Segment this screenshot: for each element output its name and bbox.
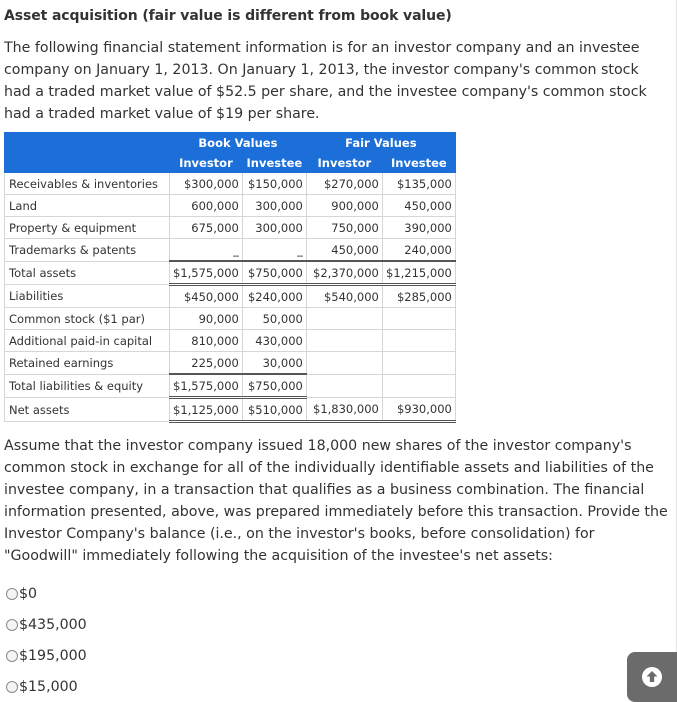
cell-value: 450,000: [382, 195, 455, 217]
cell-value: [382, 352, 455, 375]
table-row: [5, 217, 456, 239]
table-group-header-row: [5, 133, 456, 153]
header-book-investor: Investor: [170, 153, 243, 173]
table-row: [5, 398, 456, 422]
cell-value: $540,000: [306, 285, 382, 308]
scroll-to-top-button[interactable]: [627, 652, 677, 702]
row-label: Common stock ($1 par): [5, 308, 170, 330]
cell-value: $270,000: [306, 173, 382, 195]
option-label[interactable]: $15,000: [19, 678, 78, 695]
cell-value: $240,000: [242, 285, 306, 308]
table-row: [5, 330, 456, 352]
option-label[interactable]: $0: [19, 585, 38, 602]
cell-value: $1,575,000: [170, 374, 243, 398]
row-label: Net assets: [5, 398, 170, 422]
cell-value: [306, 352, 382, 375]
cell-value: 90,000: [170, 308, 243, 330]
cell-value: $1,125,000: [170, 398, 243, 422]
table-row: [5, 374, 456, 398]
cell-value: $1,215,000: [382, 261, 455, 285]
table-sub-header-row: [5, 153, 456, 173]
cell-value: $300,000: [170, 173, 243, 195]
option-label[interactable]: $435,000: [19, 616, 87, 633]
cell-value: _: [242, 239, 306, 262]
intro-paragraph: The following financial statement information is for an investor company and an investee company on January 1, 2013. On January 1, 2013, the investor company's common stock had a traded market value of $52.5 per share, and the investee company's common stock had a traded market value of $19 per share.: [4, 40, 647, 122]
cell-value: $450,000: [170, 285, 243, 308]
option-label[interactable]: $195,000: [19, 647, 87, 664]
cell-value: 430,000: [242, 330, 306, 352]
cell-value: $930,000: [382, 398, 455, 422]
cell-value: 50,000: [242, 308, 306, 330]
cell-value: _: [170, 239, 243, 262]
cell-value: 300,000: [242, 217, 306, 239]
header-fair-investor: Investor: [306, 153, 382, 173]
table-row: [5, 195, 456, 217]
row-label: Trademarks & patents: [5, 239, 170, 262]
cell-value: $285,000: [382, 285, 455, 308]
header-fair-investee: Investee: [382, 153, 455, 173]
radio-button[interactable]: [6, 650, 18, 662]
cell-value: [382, 374, 455, 398]
cell-value: 240,000: [382, 239, 455, 262]
header-fair-values: Fair Values: [306, 133, 455, 153]
cell-value: [306, 330, 382, 352]
cell-value: 675,000: [170, 217, 243, 239]
cell-value: 600,000: [170, 195, 243, 217]
table-row: [5, 308, 456, 330]
cell-value: 750,000: [306, 217, 382, 239]
cell-value: 225,000: [170, 352, 243, 375]
cell-value: $510,000: [242, 398, 306, 422]
cell-value: 300,000: [242, 195, 306, 217]
table-row: [5, 173, 456, 195]
row-label: Property & equipment: [5, 217, 170, 239]
cell-value: $750,000: [242, 374, 306, 398]
cell-value: [306, 374, 382, 398]
cell-value: $2,370,000: [306, 261, 382, 285]
cell-value: $1,575,000: [170, 261, 243, 285]
answer-option[interactable]: [6, 578, 87, 609]
answer-option[interactable]: [6, 640, 87, 671]
header-blank-cell: [5, 153, 170, 173]
table-row: [5, 239, 456, 262]
table-row: [5, 285, 456, 308]
row-label: Total liabilities & equity: [5, 374, 170, 398]
cell-value: [306, 308, 382, 330]
row-label: Receivables & inventories: [5, 173, 170, 195]
row-label: Total assets: [5, 261, 170, 285]
cell-value: [382, 308, 455, 330]
cell-value: 30,000: [242, 352, 306, 375]
cell-value: $150,000: [242, 173, 306, 195]
arrow-up-circle-icon: [641, 666, 663, 688]
cell-value: 810,000: [170, 330, 243, 352]
header-book-values: Book Values: [170, 133, 307, 153]
header-book-investee: Investee: [242, 153, 306, 173]
question-title: Asset acquisition (fair value is different from book value): [4, 8, 452, 24]
question-paragraph: Assume that the investor company issued 18,000 new shares of the investor company's common stock in exchange for all of the individually identifiable assets and liabilities of the investee company, in a transaction that qualifies as a business combination. The financial information presented, above, was prepared immediately before this transaction. Provide the Investor Company's balance (i.e., on the investor's books, before consolidation) for "Goodwill" immediately following the acquisition of the investee's net assets:: [4, 438, 668, 564]
cell-value: $750,000: [242, 261, 306, 285]
answer-options: [6, 578, 87, 702]
cell-value: 450,000: [306, 239, 382, 262]
row-label: Retained earnings: [5, 352, 170, 375]
cell-value: [382, 330, 455, 352]
cell-value: 900,000: [306, 195, 382, 217]
table-row: [5, 261, 456, 285]
row-label: Liabilities: [5, 285, 170, 308]
radio-button[interactable]: [6, 681, 18, 693]
answer-option[interactable]: [6, 609, 87, 640]
radio-button[interactable]: [6, 588, 18, 600]
radio-button[interactable]: [6, 619, 18, 631]
cell-value: $1,830,000: [306, 398, 382, 422]
answer-option[interactable]: [6, 671, 87, 702]
financial-statement-table: [4, 132, 456, 423]
row-label: Additional paid-in capital: [5, 330, 170, 352]
cell-value: $135,000: [382, 173, 455, 195]
cell-value: 390,000: [382, 217, 455, 239]
table-row: [5, 352, 456, 375]
row-label: Land: [5, 195, 170, 217]
header-blank-cell: [5, 133, 170, 153]
